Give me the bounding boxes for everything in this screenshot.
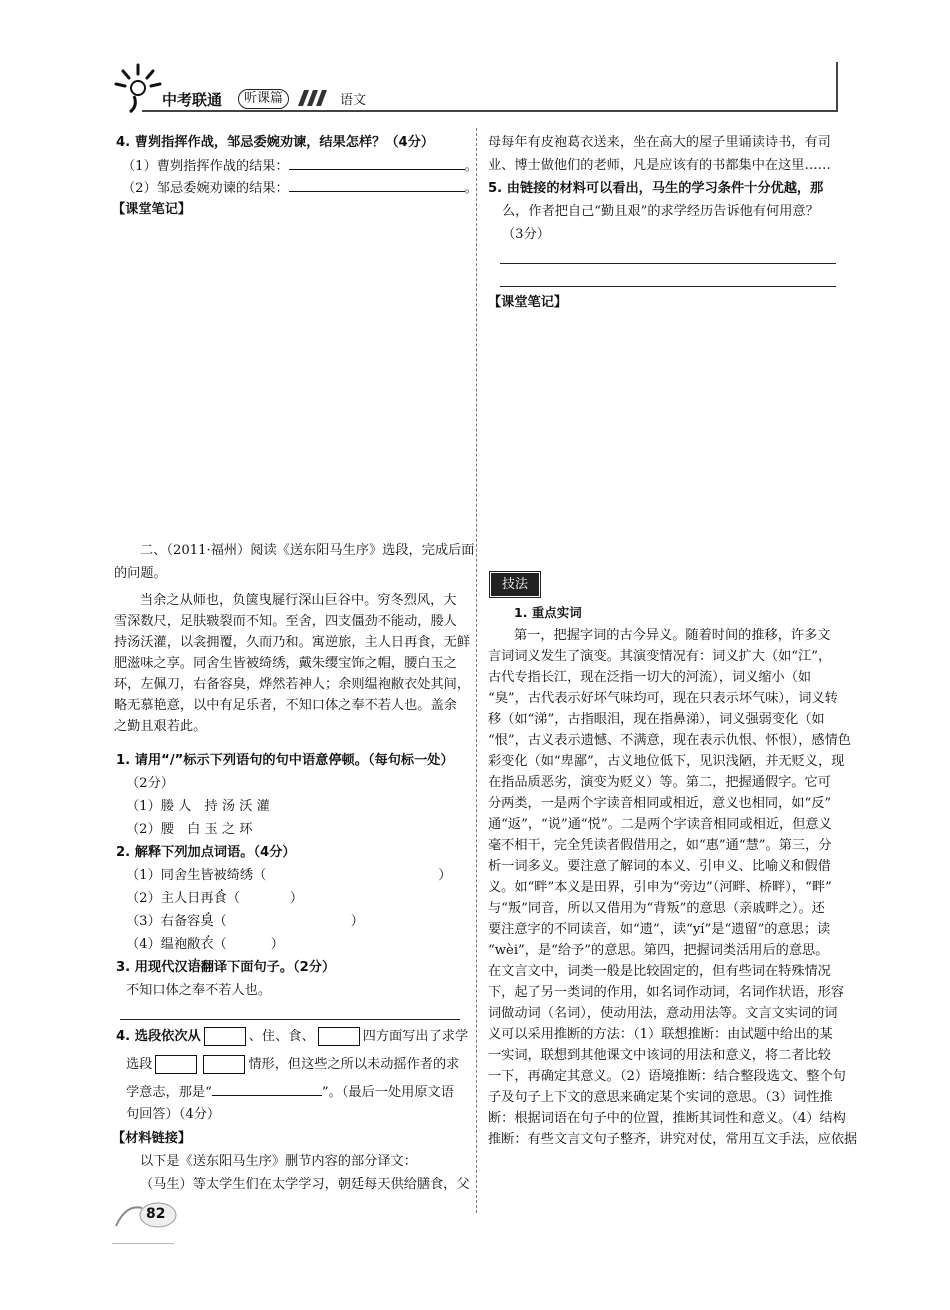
body-line: 一下，再确定其意义。（2）语境推断：结合整段选文、整个句	[488, 1069, 846, 1084]
q2-i4-post: 衣（	[200, 937, 227, 952]
body-line: 子及句子上下文的意思来确定某个实词的意思。（3）词性推	[488, 1090, 833, 1105]
body-line: 毫不相干，完全凭读者假借用之，如“惠”通“慧”。第三，分	[488, 838, 832, 853]
q2-i2-pre: （2）主人日	[126, 891, 201, 906]
q5-answer-line-1[interactable]	[500, 263, 836, 264]
dotted-word: 再	[200, 891, 214, 906]
q2-i2-post: 食（	[213, 891, 240, 906]
body-line: “臭”，古代表示好坏气味均可，现在只表示坏气味），词义转	[488, 691, 838, 706]
passage-line: 之勤且艰若此。	[114, 719, 207, 734]
q3-answer-line[interactable]	[120, 1019, 460, 1020]
answer-box[interactable]	[155, 1055, 197, 1074]
passage-line: 当余之从师也，负箧曳屣行深山巨谷中。穷冬烈风，大	[140, 593, 457, 608]
q2-item-2	[126, 888, 303, 909]
page-number: 82	[146, 1206, 166, 1222]
answer-line[interactable]	[289, 155, 465, 170]
body-line: 第一，把握字词的古今异义。随着时间的推移，许多文	[514, 628, 831, 643]
dotted-word: 臭	[200, 914, 214, 929]
body-line: 要注意字的不同读音，如“遗”，读“yí”是“遗留”的意思；读	[488, 922, 831, 937]
q4-top-a2-label: （2）邹忌委婉劝谏的结果：	[122, 181, 289, 196]
passage-line: 雪深数尺，足肤皲裂而不知。至舍，四支僵劲不能动，媵人	[114, 614, 457, 629]
answer-box[interactable]	[318, 1027, 360, 1046]
q5-answer-line-2[interactable]	[500, 286, 836, 287]
body-line: 在文言文中，词类一般是比较固定的，但有些词在特殊情况	[488, 964, 831, 979]
section-pill: 听课篇	[238, 89, 289, 109]
q1-sentence-1: （1）媵 人 持 汤 沃 灌	[126, 799, 270, 814]
close-paren: ）	[438, 868, 452, 883]
q3-title: 3. 用现代汉语翻译下面句子。（2分）	[116, 960, 336, 975]
q4-top-question	[116, 132, 434, 153]
answer-line[interactable]	[289, 177, 465, 192]
material-continued-2: 业、博士做他们的老师，凡是应该有的书都集中在这里……	[488, 158, 831, 173]
section-2-heading-line2: 的问题。	[114, 566, 167, 581]
q4-top-answer-2	[122, 177, 478, 199]
body-line: 与“叛”同音，所以又借用为“背叛”的意思（亲戚畔之）。还	[488, 901, 825, 916]
q4-top-text: 4. 曹刿指挥作战，邹忌委婉劝谏，结果怎样？（4分）	[116, 135, 435, 150]
header-right-edge	[836, 62, 838, 110]
q2-i1-pre: （1）同舍生皆	[126, 868, 214, 883]
q3-sentence: 不知口体之奉不若人也。	[126, 983, 272, 998]
q4-line-4: 句回答）（4分）	[126, 1107, 221, 1122]
material-line-2: （马生）等太学生们在太学学习，朝廷每天供给膳食，父	[140, 1177, 470, 1192]
q4-text-d: 选段	[126, 1057, 153, 1072]
material-link-title: 【材料链接】	[112, 1131, 192, 1146]
body-line: 言词词义发生了演变。其演变情况有：词义扩大（如“江”，	[488, 649, 832, 664]
q5-line-3: （3分）	[502, 227, 550, 242]
q2-item-1	[126, 865, 451, 886]
body-line: 通“返”，“说”通“悦”。二是两个字读音相同或相近，但意义	[488, 817, 832, 832]
passage-line: 持汤沃灌，以衾拥覆，久而乃和。寓逆旅，主人日再食，无鲜	[114, 635, 471, 650]
q4-text-a: 4. 选段依次从	[116, 1029, 201, 1044]
q4-text-e: 情形，但这些之所以未动摇作者的求	[248, 1057, 460, 1072]
q2-title: 2. 解释下列加点词语。（4分）	[116, 845, 296, 860]
footer-rule	[112, 1243, 174, 1244]
technique-label: 技法	[501, 577, 528, 592]
passage-line: 肥滋味之享。同舍生皆被绮绣，戴朱缨宝饰之帽，腰白玉之	[114, 656, 457, 671]
body-line: 义。如“畔”本义是田界，引申为“旁边”（河畔、桥畔），“畔”	[488, 880, 832, 895]
q4-line-3	[126, 1081, 454, 1103]
classroom-notes-title-left: 【课堂笔记】	[112, 202, 192, 217]
sun-tree-logo-icon	[112, 62, 164, 114]
q1-sentence-2: （2）腰 白 玉 之 环	[126, 822, 253, 837]
material-continued-1: 母每年有皮袍葛衣送来，坐在高大的屋子里诵读诗书，有司	[488, 135, 831, 150]
body-line: 义可以采用推断的方法：（1）联想推断：由试题中给出的某	[488, 1027, 833, 1042]
page-header	[112, 62, 838, 114]
section-2-heading-line1: 二、（2011·福州）阅读《送东阳马生序》选段，完成后面	[140, 543, 475, 558]
body-line: 推断：有些文言文句子整齐，讲究对仗，常用互文手法，应依据	[488, 1132, 858, 1147]
q2-i3-post: （	[213, 914, 227, 929]
q5-line-2: 么，作者把自己“勤且艰”的求学经历告诉他有何用意？	[502, 204, 819, 219]
brand-title: 中考联通	[162, 91, 223, 109]
q2-item-3	[126, 911, 364, 932]
q2-i1-post: 绮绣（	[226, 868, 267, 883]
key-words-subtitle: 1. 重点实词	[514, 605, 582, 620]
q2-i3-pre: （3）右备容	[126, 914, 201, 929]
close-paren: ）	[289, 891, 304, 906]
q2-i4-pre: （4）缊袍	[126, 937, 188, 952]
q4-top-a1-label: （1）曹刿指挥作战的结果：	[122, 159, 289, 174]
q1-title: 1. 请用“/”标示下列语句的句中语意停顿。（每句标一处）	[116, 753, 454, 768]
dotted-word: 被	[213, 868, 227, 883]
passage-line: 略无慕艳意，以中有足乐者，不知口体之奉不若人也。盖余	[114, 698, 457, 713]
close-paren: ）	[270, 937, 284, 952]
body-line: 析一词多义。要注意了解词的本义、引申义、比喻义和假借	[488, 859, 831, 874]
page-number-badge	[112, 1200, 182, 1232]
body-line: 在指品质恶劣，演变为贬义）等。第二，把握通假字。它可	[488, 775, 831, 790]
body-line: “wèi”，是“给予”的意思。第四，把握词类活用后的意思。	[488, 943, 829, 958]
body-line: 彩变化（如“卑鄙”，古义地位低下，见识浅陋，并无贬义，现	[488, 754, 845, 769]
material-line-1: 以下是《送东阳马生序》删节内容的部分译文：	[140, 1154, 417, 1169]
technique-body	[488, 625, 857, 1150]
body-line: 移（如“涕”，古指眼泪，现在指鼻涕），词义强弱变化（如	[488, 712, 825, 727]
body-line: 断：根据词语在句子中的位置，推断其词性和意义。（4）结构	[488, 1111, 846, 1126]
answer-box[interactable]	[204, 1027, 246, 1046]
period: 。	[464, 181, 478, 196]
body-line: 一实词，联想到其他课文中该词的用法和意义，将二者比较	[488, 1048, 831, 1063]
body-line: 分两类，一是两个字读音相同或相近，意义也相同，如“反”	[488, 796, 832, 811]
body-line: “恨”，古义表示遗憾、不满意，现在表示仇恨、怀恨），感情色	[488, 733, 851, 748]
body-line: 古代专指长江，现在泛指一切大的河流），词义缩小（如	[488, 670, 812, 685]
dotted-word: 敝	[187, 937, 201, 952]
period: 。	[464, 159, 478, 174]
answer-line[interactable]	[212, 1081, 322, 1096]
q4-line-2	[126, 1054, 459, 1075]
q4-line-1	[116, 1026, 468, 1047]
q2-item-4	[126, 934, 284, 955]
q4-text-c: 四方面写出了求学	[362, 1029, 469, 1044]
q5-line-1: 5. 由链接的材料可以看出，马生的学习条件十分优越，那	[488, 181, 824, 196]
header-rule	[142, 110, 838, 112]
body-line: 词做动词（名词），使动用法，意动用法等。文言文实词的词	[488, 1006, 838, 1021]
q4-top-answer-1	[122, 155, 478, 177]
passage	[114, 590, 470, 737]
column-divider	[476, 128, 477, 1213]
slash-decoration-icon	[298, 90, 328, 106]
passage-line: 环，左佩刀，右备容臭，烨然若神人；余则缊袍敝衣处其间，	[114, 677, 471, 692]
technique-tag	[491, 573, 539, 596]
q4-text-b: 、住、食、	[248, 1029, 315, 1044]
q4-text-g: ”。（最后一处用原文语	[321, 1085, 454, 1100]
answer-box[interactable]	[203, 1055, 245, 1074]
body-line: 下，起了另一类词的作用，如名词作动词，名词作状语，形容	[488, 985, 845, 1000]
q4-text-f: 学意志，那是“	[126, 1085, 212, 1100]
close-paren: ）	[350, 914, 364, 929]
q1-score: （2分）	[126, 776, 174, 791]
classroom-notes-title-right: 【课堂笔记】	[488, 295, 568, 310]
subject-label: 语文	[340, 93, 367, 108]
